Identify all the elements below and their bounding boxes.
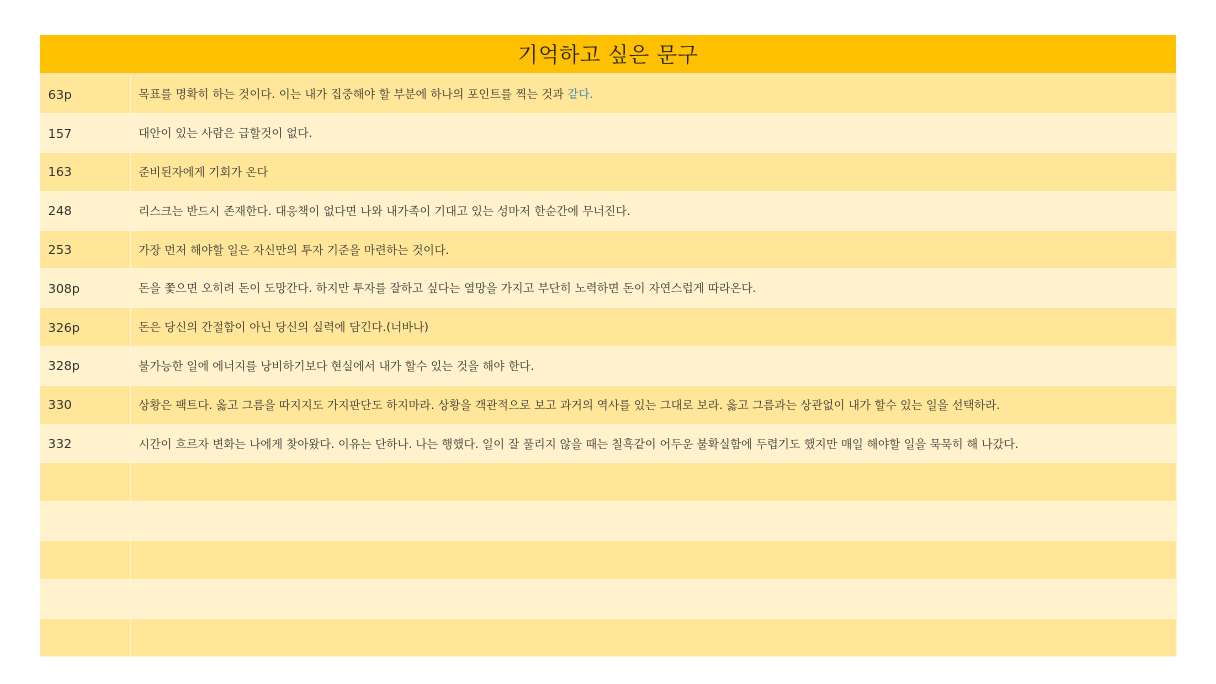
quote-cell[interactable] (130, 385, 1176, 424)
quote-cell[interactable] (130, 230, 1176, 269)
page-cell[interactable] (40, 541, 130, 580)
page-cell[interactable]: 308p (40, 269, 130, 308)
quote-cell[interactable] (130, 579, 1176, 618)
table-row (40, 153, 1176, 192)
table-row (40, 308, 1176, 347)
quotes-sheet (40, 35, 1176, 657)
quote-cell[interactable] (130, 347, 1176, 386)
page-cell[interactable]: 163 (40, 153, 130, 192)
quote-cell[interactable] (130, 424, 1176, 463)
table-row (40, 269, 1176, 308)
table-row (40, 75, 1176, 114)
quote-cell[interactable] (130, 75, 1176, 114)
quote-cell[interactable] (130, 541, 1176, 580)
quote-text: 목표를 명확히 하는 것이다. 이는 내가 집중해야 할 부분에 하나의 포인트를 찍는 것과 (138, 87, 568, 102)
quote-cell[interactable] (130, 618, 1176, 657)
quote-cell[interactable] (130, 502, 1176, 541)
quote-text: 리스크는 반드시 존재한다. 대응책이 없다면 나와 내가족이 기대고 있는 성마저 한순간에 무너진다. (138, 203, 631, 218)
page-title: 기억하고 싶은 문구 (517, 43, 699, 67)
table-row (40, 463, 1176, 502)
quote-text: 돈은 당신의 간절함이 아닌 당신의 실력에 담긴다.(너바나) (138, 320, 429, 335)
page-cell[interactable]: 253 (40, 230, 130, 269)
page-cell[interactable]: 332 (40, 424, 130, 463)
quote-text: 불가능한 일에 에너지를 낭비하기보다 현실에서 내가 할수 있는 것을 해야 한다. (138, 358, 535, 373)
table-row (40, 191, 1176, 230)
quote-text: 시간이 흐르자 변화는 나에게 찾아왔다. 이유는 단하나. 나는 행했다. 일이 잘 풀리지 않을 때는 칠흑같이 어두운 불확실함에 두렵기도 했지만 매일 해야할 일을 묵묵히 해 나갔다. (138, 436, 1019, 451)
quote-cell[interactable] (130, 269, 1176, 308)
quote-cell[interactable] (130, 463, 1176, 502)
page-cell[interactable]: 328p (40, 347, 130, 386)
table-row (40, 618, 1176, 657)
quote-cell[interactable] (130, 191, 1176, 230)
page-cell[interactable]: 248 (40, 191, 130, 230)
table-row (40, 385, 1176, 424)
page-cell[interactable] (40, 502, 130, 541)
quote-cell[interactable] (130, 308, 1176, 347)
page-cell[interactable]: 157 (40, 114, 130, 153)
title-bar (40, 35, 1176, 75)
quote-cell[interactable] (130, 153, 1176, 192)
quote-accent-text: 같다. (567, 87, 594, 102)
page-cell[interactable] (40, 618, 130, 657)
page-cell[interactable]: 63p (40, 75, 130, 114)
table-row (40, 424, 1176, 463)
quote-text: 대안이 있는 사람은 급할것이 없다. (138, 126, 313, 141)
quote-text: 상황은 팩트다. 옳고 그름을 따지지도 가지판단도 하지마라. 상황을 객관적으로 보고 과거의 역사를 있는 그대로 보라. 옳고 그름과는 상관없이 내가 할수 있는 일을 선택하라. (138, 397, 1001, 412)
quote-text: 가장 먼저 해야할 일은 자신만의 투자 기준을 마련하는 것이다. (138, 242, 450, 257)
table-row (40, 502, 1176, 541)
table-row (40, 347, 1176, 386)
page-cell[interactable] (40, 579, 130, 618)
quotes-table (40, 75, 1177, 657)
table-row (40, 114, 1176, 153)
quote-text: 준비된자에게 기회가 온다 (138, 164, 269, 179)
table-row (40, 541, 1176, 580)
quote-cell[interactable] (130, 114, 1176, 153)
page-cell[interactable] (40, 463, 130, 502)
page-cell[interactable]: 330 (40, 385, 130, 424)
page-cell[interactable]: 326p (40, 308, 130, 347)
quote-text: 돈을 쫓으면 오히려 돈이 도망간다. 하지만 투자를 잘하고 싶다는 열망을 가지고 부단히 노력하면 돈이 자연스럽게 따라온다. (138, 281, 757, 296)
table-row (40, 230, 1176, 269)
table-row (40, 579, 1176, 618)
